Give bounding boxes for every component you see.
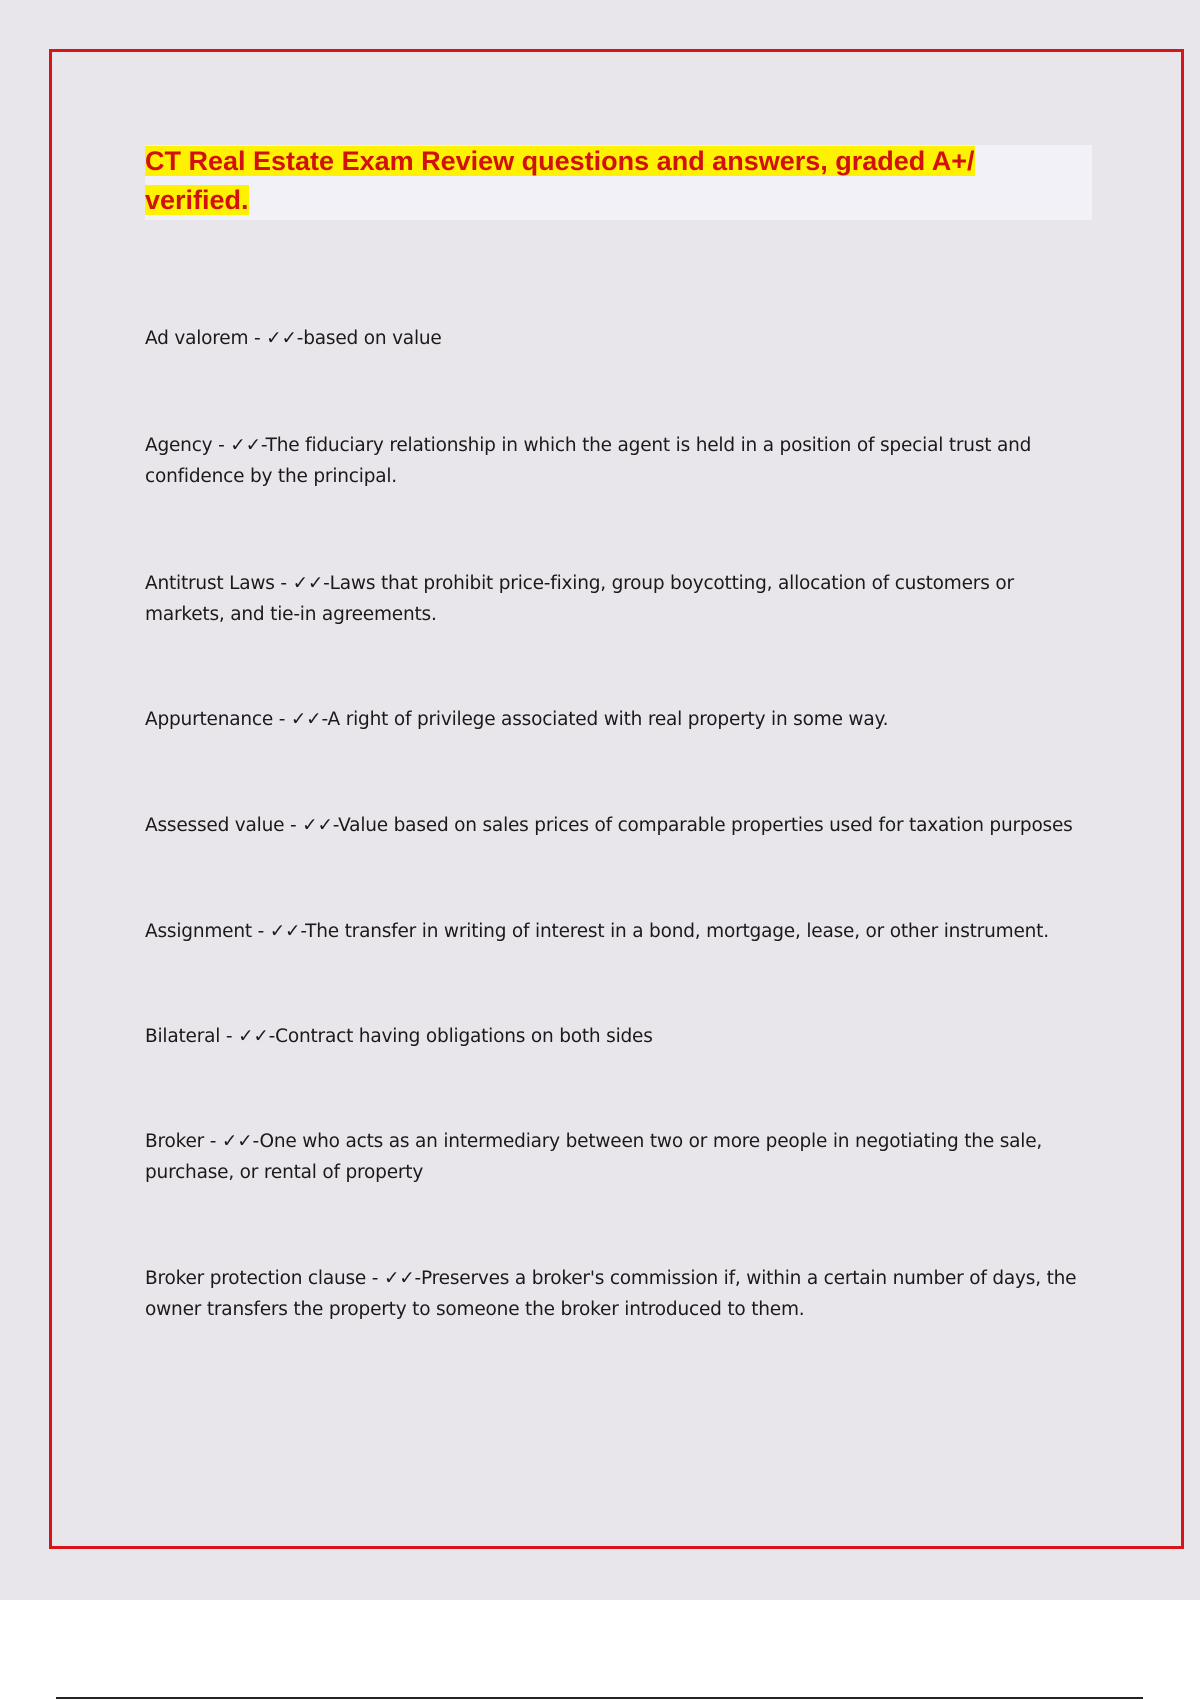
entry-assessed-value: Assessed value - ✓✓-Value based on sales prices of comparable properties used for taxation purposes: [145, 815, 1073, 836]
entry-broker: Broker - ✓✓-One who acts as an intermediary between two or more people in negotiating the sale, purchase, or rental of property: [145, 1131, 1043, 1183]
entry-agency: Agency - ✓✓-The fiduciary relationship in which the agent is held in a position of special trust and confidence by the principal.: [145, 435, 1032, 487]
entry-bilateral: Bilateral - ✓✓-Contract having obligations on both sides: [145, 1026, 653, 1047]
bottom-divider: [56, 1697, 1143, 1699]
entry-appurtenance: Appurtenance - ✓✓-A right of privilege associated with real property in some way.: [145, 709, 889, 730]
entry-broker-protection-clause: Broker protection clause - ✓✓-Preserves a broker's commission if, within a certain number of days, the owner transfers the property to someone the broker introduced to them.: [145, 1268, 1077, 1320]
document-title: [145, 142, 1045, 220]
entry-antitrust-laws: Antitrust Laws - ✓✓-Laws that prohibit price-fixing, group boycotting, allocation of customers or markets, and tie-in agreements.: [145, 573, 1014, 625]
entry-assignment: Assignment - ✓✓-The transfer in writing of interest in a bond, mortgage, lease, or other instrument.: [145, 921, 1049, 942]
title-highlight: CT Real Estate Exam Review questions and answers, graded A+/ verified.: [145, 146, 975, 215]
entry-ad-valorem: Ad valorem - ✓✓-based on value: [145, 328, 442, 349]
